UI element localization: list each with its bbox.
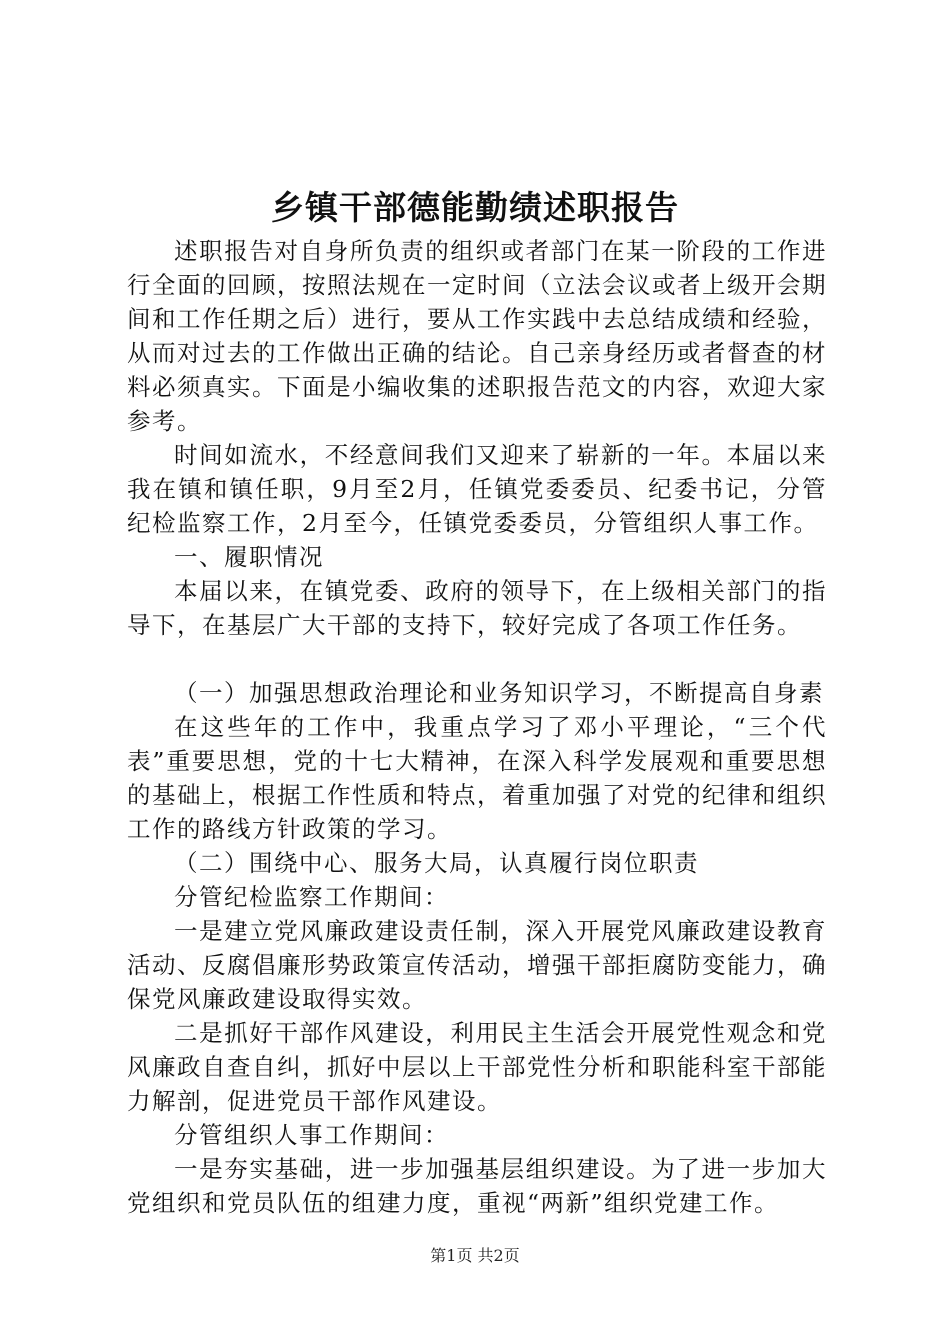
document-title: 乡镇干部德能勤绩述职报告 <box>271 188 679 227</box>
paragraph-study: 在这些年的工作中，我重点学习了邓小平理论，“三个代表”重要思想，党的十七大精神，在深入科学发展观和重要思想的基础上，根据工作性质和特点，着重加强了对党的纪律和组织工作的路线方针政策的学习。 <box>127 713 827 843</box>
paragraph-tenure: 时间如流水，不经意间我们又迎来了崭新的一年。本届以来我在镇和镇任职，9月至2月，任镇党委委员、纪委书记，分管纪检监察工作，2月至今，任镇党委委员，分管组织人事工作。 <box>127 441 827 537</box>
paragraph-duties-summary: 本届以来，在镇党委、政府的领导下，在上级相关部门的指导下，在基层广大干部的支持下，较好完成了各项工作任务。 <box>127 577 827 639</box>
paragraph-intro: 述职报告对自身所负责的组织或者部门在某一阶段的工作进行全面的回顾，按照法规在一定时间（立法会议或者上级开会期间和工作任期之后）进行，要从工作实践中去总结成绩和经验，从而对过去的工作做出正确的结论。自己亲身经历或者督查的材料必须真实。下面是小编收集的述职报告范文的内容，欢迎大家参考。 <box>127 237 827 435</box>
paragraph-personnel-period: 分管组织人事工作期间： <box>174 1121 449 1149</box>
section-heading-duties: 一、履职情况 <box>174 543 324 571</box>
subheading-study: （一）加强思想政治理论和业务知识学习，不断提高自身素 <box>174 679 824 707</box>
paragraph-discipline-first: 一是建立党风廉政建设责任制，深入开展党风廉政建设教育活动、反腐倡廉形势政策宣传活动，增强干部拒腐防变能力，确保党风廉政建设取得实效。 <box>127 917 827 1013</box>
document-body <box>127 234 827 1220</box>
page-footer: 第1页 共2页 <box>430 1246 520 1265</box>
paragraph-discipline-period: 分管纪检监察工作期间： <box>174 883 449 911</box>
paragraph-spacer <box>127 642 827 676</box>
paragraph-personnel-first: 一是夯实基础，进一步加强基层组织建设。为了进一步加大党组织和党员队伍的组建力度，重视“两新”组织党建工作。 <box>127 1155 827 1217</box>
subheading-responsibilities: （二）围绕中心、服务大局，认真履行岗位职责 <box>174 849 699 877</box>
paragraph-discipline-second: 二是抓好干部作风建设，利用民主生活会开展党性观念和党风廉政自查自纠，抓好中层以上干部党性分析和职能科室干部能力解剖，促进党员干部作风建设。 <box>127 1019 827 1115</box>
